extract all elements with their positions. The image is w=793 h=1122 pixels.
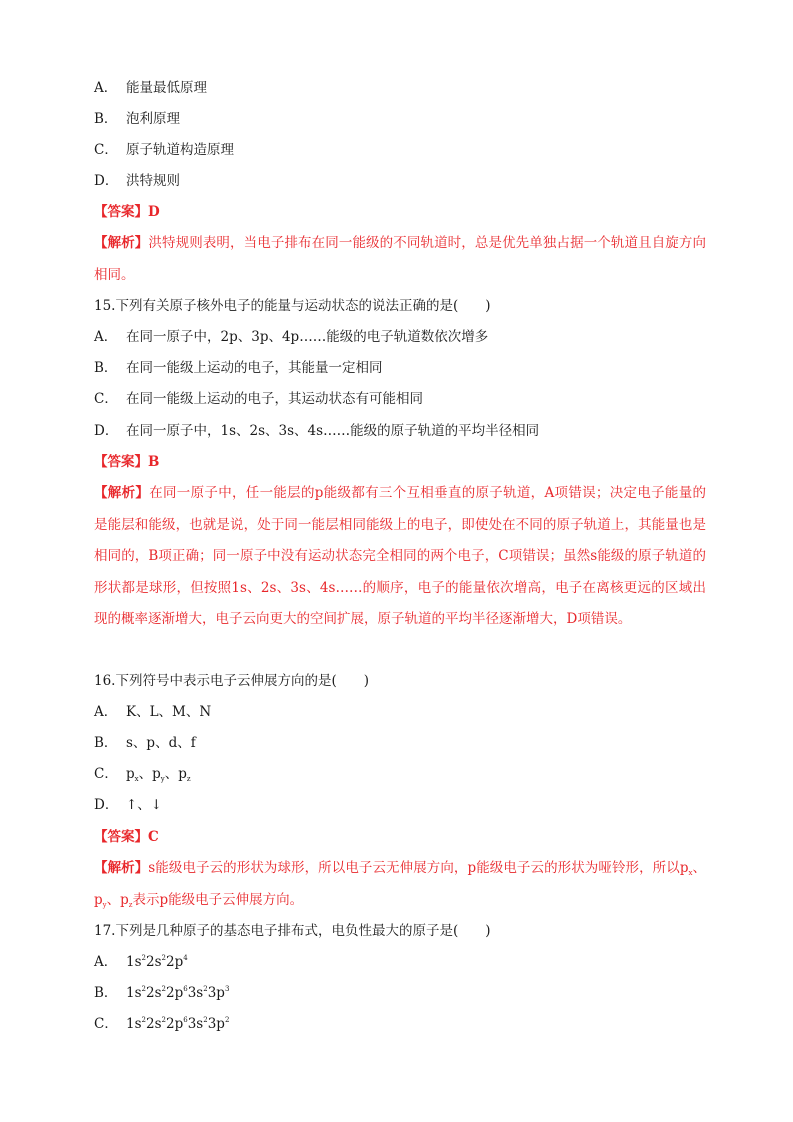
option-letter: B． bbox=[94, 735, 118, 751]
analysis-tag: 【解析】 bbox=[94, 860, 149, 876]
q14-option-d bbox=[94, 171, 704, 191]
electron-count: 2 bbox=[161, 954, 166, 962]
orbital-term: 2p bbox=[166, 985, 184, 1001]
orbital-sub-x: x bbox=[688, 869, 693, 877]
orbital-term: 2s bbox=[146, 985, 162, 1001]
orbital-term: 3p bbox=[207, 1016, 225, 1032]
option-letter: B． bbox=[94, 360, 118, 376]
q17-option-b bbox=[94, 983, 704, 1003]
electron-count: 2 bbox=[203, 1016, 208, 1024]
q14-option-a bbox=[94, 78, 704, 98]
answer-value: C bbox=[148, 829, 159, 845]
q16-option-c bbox=[94, 764, 704, 784]
electron-config bbox=[126, 985, 229, 1001]
orbital-term: 1s bbox=[126, 985, 142, 1001]
electron-count: 2 bbox=[161, 1016, 166, 1024]
q16-option-b bbox=[94, 733, 704, 753]
option-text: ↑、↓ bbox=[126, 797, 163, 813]
orbital-p: p bbox=[679, 860, 689, 876]
option-letter: C． bbox=[94, 391, 118, 407]
analysis-tag: 【解析】 bbox=[94, 235, 149, 251]
electron-count: 6 bbox=[183, 1016, 188, 1024]
q17-option-a bbox=[94, 952, 704, 972]
q15-analysis bbox=[94, 478, 706, 636]
option-text: 能量最低原理 bbox=[126, 80, 207, 96]
electron-count: 4 bbox=[183, 954, 188, 962]
option-text: 在同一能级上运动的电子，其运动状态有可能相同 bbox=[126, 391, 423, 407]
q14-option-c bbox=[94, 140, 704, 160]
answer-tag: 【答案】 bbox=[94, 204, 148, 220]
option-text: 在同一原子中，2p、3p、4p……能级的电子轨道数依次增多 bbox=[126, 329, 489, 345]
separator: 、 bbox=[164, 766, 179, 782]
q16-stem: 16.下列符号中表示电子云伸展方向的是( ) bbox=[94, 673, 370, 689]
electron-count: 6 bbox=[183, 985, 188, 993]
analysis-text-1: s能级电子云的形状为球形，所以电子云无伸展方向，p能级电子云的形状为哑铃形，所以 bbox=[148, 860, 680, 876]
electron-count: 2 bbox=[161, 985, 166, 993]
separator: 、 bbox=[692, 860, 706, 876]
q14-analysis bbox=[94, 228, 706, 291]
analysis-text: 洪特规则表明，当电子排布在同一能级的不同轨道时，总是优先单独占据一个轨道且自旋方向相同。 bbox=[94, 235, 707, 283]
q17-option-c bbox=[94, 1014, 704, 1034]
answer-value: D bbox=[148, 204, 160, 220]
electron-count: 2 bbox=[141, 954, 146, 962]
orbital-p: p bbox=[152, 766, 161, 782]
orbital-term: 3s bbox=[187, 985, 204, 1001]
option-letter: B． bbox=[94, 985, 118, 1001]
separator: 、 bbox=[138, 766, 153, 782]
electron-count: 2 bbox=[141, 1016, 146, 1024]
q16-analysis bbox=[94, 853, 706, 916]
option-letter: C． bbox=[94, 1016, 118, 1032]
option-letter: A． bbox=[94, 329, 118, 345]
analysis-tag: 【解析】 bbox=[94, 485, 150, 501]
electron-count: 2 bbox=[224, 1016, 230, 1024]
q15-option-a bbox=[94, 327, 704, 347]
electron-config bbox=[126, 954, 188, 970]
q16-option-d bbox=[94, 795, 704, 815]
q15-stem: 15.下列有关原子核外电子的能量与运动状态的说法正确的是( ) bbox=[94, 298, 491, 314]
orbital-term: 3s bbox=[187, 1016, 204, 1032]
answer-value: B bbox=[148, 454, 160, 470]
orbital-p: p bbox=[126, 766, 135, 782]
answer-tag: 【答案】 bbox=[94, 454, 148, 470]
option-letter: D． bbox=[94, 423, 119, 439]
q15-option-b bbox=[94, 358, 704, 378]
option-letter: A． bbox=[94, 954, 118, 970]
q15-option-c bbox=[94, 389, 704, 409]
orbital-sub-z: z bbox=[128, 900, 133, 909]
q14-option-b bbox=[94, 109, 704, 129]
electron-config bbox=[126, 1016, 229, 1032]
option-text: 在同一能级上运动的电子，其能量一定相同 bbox=[126, 360, 383, 376]
q16-answer bbox=[94, 827, 704, 847]
orbital-p: p bbox=[178, 766, 187, 782]
q17-stem: 17.下列是几种原子的基态电子排布式，电负性最大的原子是( ) bbox=[94, 923, 491, 939]
option-letter: D． bbox=[94, 797, 119, 813]
option-letter: A． bbox=[94, 704, 118, 720]
orbital-term: 2s bbox=[146, 954, 162, 970]
analysis-text-2: 表示p能级电子云伸展方向。 bbox=[132, 891, 304, 908]
option-text bbox=[126, 766, 191, 782]
option-letter: C． bbox=[94, 766, 118, 782]
option-text: 在同一原子中，1s、2s、3s、4s……能级的原子轨道的平均半径相同 bbox=[126, 423, 540, 439]
q16-option-a bbox=[94, 702, 704, 722]
electron-count: 3 bbox=[224, 985, 230, 993]
orbital-term: 2p bbox=[166, 1016, 184, 1032]
orbital-sub-z: z bbox=[186, 775, 191, 783]
electron-count: 2 bbox=[141, 985, 146, 993]
electron-count: 2 bbox=[203, 985, 208, 993]
option-text: 泡利原理 bbox=[126, 111, 180, 127]
option-text: 洪特规则 bbox=[126, 173, 180, 189]
option-text: s、p、d、f bbox=[126, 735, 196, 751]
orbital-term: 1s bbox=[126, 954, 142, 970]
analysis-text: 在同一原子中，任一能层的p能级都有三个互相垂直的原子轨道，A项错误；决定电子能量的是能层和能级，也就是说，处于同一能层相同能级上的电子，即使处在不同的原子轨道上，其能量也是相同的，B项正确；同一原子中没有运动状态完全相同的两个电子，C项错误；虽然s能级的原子轨道的形状都是球形，但按照1s、2s、3s、4s……的顺序，电子的能量依次增高，电子在离核更远的区域出现的概率逐渐增大，电子云向更大的空间扩展，原子轨道的平均半径逐渐增大，D项错误。 bbox=[94, 485, 707, 627]
orbital-sub-y: y bbox=[102, 900, 107, 909]
orbital-term: 1s bbox=[126, 1016, 142, 1032]
q15-option-d bbox=[94, 421, 704, 441]
option-letter: A． bbox=[94, 80, 118, 96]
option-text: K、L、M、N bbox=[126, 704, 212, 720]
q14-answer bbox=[94, 202, 704, 222]
option-letter: C． bbox=[94, 142, 118, 158]
orbital-p: p bbox=[94, 891, 103, 908]
q15-answer bbox=[94, 452, 704, 472]
option-text: 原子轨道构造原理 bbox=[126, 142, 234, 158]
orbital-sub-x: x bbox=[134, 775, 139, 783]
option-letter: B． bbox=[94, 111, 118, 127]
option-letter: D． bbox=[94, 173, 119, 189]
orbital-term: 2s bbox=[146, 1016, 162, 1032]
orbital-p: p bbox=[120, 891, 129, 908]
answer-tag: 【答案】 bbox=[94, 829, 148, 845]
orbital-term: 2p bbox=[166, 954, 184, 970]
orbital-sub-y: y bbox=[160, 775, 165, 783]
orbital-term: 3p bbox=[207, 985, 225, 1001]
separator: 、 bbox=[106, 891, 121, 908]
